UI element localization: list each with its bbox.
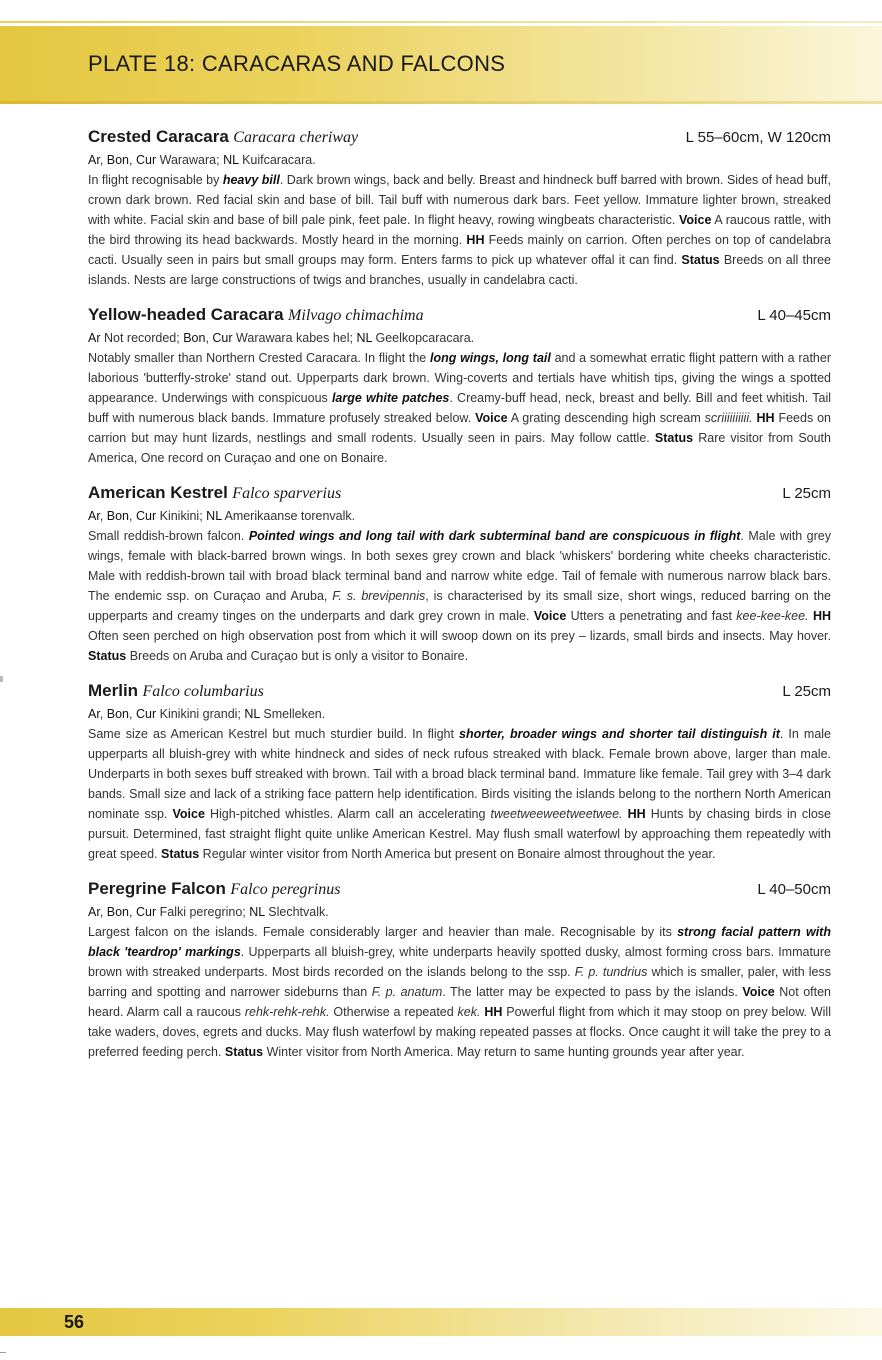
species-description: In flight recognisable by heavy bill. Dark brown wings, back and belly. Breast and hindneck buff barred with brown. Sides of head buff, crown dark brown. Red facial skin and base of bill. Tail buff with numerous dark bars. Feet yellow. Immature lighter brown, streaked with white. Facial skin and base of bill pale pink, feet pale. In flight heavy, rowing wingbeats characteristic. Voice A raucous rattle, with the bird throwing its head backwards. Mostly heard in the morning. HH Feeds mainly on carrion. Often perches on top of candelabra cacti. Usually seen in pairs but small groups may form. Enters farms to pick up whatever offal it can find. Status Breeds on all three islands. Nests are large constructions of twigs and branches, usually in candelabra cacti. bbox=[88, 173, 831, 287]
scientific-name: Falco peregrinus bbox=[230, 881, 341, 898]
species-heading bbox=[88, 876, 831, 902]
species-merlin bbox=[88, 678, 831, 864]
footer-band bbox=[0, 1308, 882, 1336]
header-top-rule bbox=[0, 21, 882, 23]
common-name: Peregrine Falcon bbox=[88, 879, 226, 898]
size-measurement: L 25cm bbox=[782, 683, 831, 700]
crop-mark bbox=[0, 1352, 6, 1353]
margin-mark bbox=[0, 676, 3, 682]
species-list bbox=[88, 124, 831, 1074]
local-names: Ar, Bon, Cur Kinikini grandi; NL Smelleken. bbox=[88, 707, 326, 721]
species-american-kestrel bbox=[88, 480, 831, 666]
page-number: 56 bbox=[64, 1312, 85, 1332]
header-band bbox=[0, 26, 882, 101]
scientific-name: Falco columbarius bbox=[142, 683, 264, 700]
header-bottom-rule bbox=[0, 101, 882, 104]
size-measurement: L 25cm bbox=[782, 485, 831, 502]
common-name: Yellow-headed Caracara bbox=[88, 305, 284, 324]
species-name bbox=[88, 480, 341, 507]
species-crested-caracara bbox=[88, 124, 831, 290]
local-names: Ar, Bon, Cur Falki peregrino; NL Slechtvalk. bbox=[88, 905, 329, 919]
plate-title: PLATE 18: CARACARAS AND FALCONS bbox=[88, 51, 506, 76]
species-description: Largest falcon on the islands. Female considerably larger and heavier than male. Recognisable by its strong facial pattern with black 'teardrop' markings. Upperparts all bluish-grey, white underparts heavily spotted dusky, almost forming cross bars. Immature brown with streaked underparts. Most birds recorded on the islands belong to the ssp. F. p. tundrius which is smaller, paler, with less barring and spotting and narrower sideburns than F. p. anatum. The latter may be expected to pass by the islands. Voice Not often heard. Alarm call a raucous rehk-rehk-rehk. Otherwise a repeated kek. HH Powerful flight from which it may stoop on prey below. Will take waders, doves, egrets and ducks. May flush waterfowl by making repeated passes at flocks. Once caught it will take the prey to a preferred feeding perch. Status Winter visitor from North America. May return to same hunting grounds year after year. bbox=[88, 925, 831, 1059]
species-name bbox=[88, 876, 340, 903]
species-heading bbox=[88, 124, 831, 150]
species-description: Small reddish-brown falcon. Pointed wings and long tail with dark subterminal band are conspicuous in flight. Male with grey wings, female with black-barred brown wings. In both sexes grey crown and black 'whiskers' bordering white cheeks characteristic. Male with reddish-brown tail with broad black terminal band and narrow white edge. Tail of female with numerous narrow black bars. The endemic ssp. on Curaçao and Aruba, F. s. brevipennis, is characterised by its small size, short wings, reduced barring on the upperparts and creamy tinges on the underparts and dark grey crown in male. Voice Utters a penetrating and fast kee-kee-kee. HH Often seen perched on high observation post from which it will swoop down on its prey – lizards, small birds and insects. May hover. Status Breeds on Aruba and Curaçao but is only a visitor to Bonaire. bbox=[88, 529, 831, 663]
scientific-name: Caracara cheriway bbox=[233, 129, 359, 146]
species-heading bbox=[88, 678, 831, 704]
species-heading bbox=[88, 480, 831, 506]
size-measurement: L 55–60cm, W 120cm bbox=[685, 129, 831, 146]
species-name bbox=[88, 124, 358, 151]
local-names: Ar, Bon, Cur Warawara; NL Kuifcaracara. bbox=[88, 153, 316, 167]
species-name bbox=[88, 678, 264, 705]
species-peregrine-falcon bbox=[88, 876, 831, 1062]
species-description: Same size as American Kestrel but much sturdier build. In flight shorter, broader wings and shorter tail distinguish it. In male upperparts all bluish-grey with white hindneck and sides of neck rufous streaked with black. Female brown above, larger than male. Underparts in both sexes buff streaked with brown. Tail with a broad black terminal band. Immature like female. Tail grey with 3–4 dark bands. Small size and lack of a striking face pattern help identification. Birds visiting the islands belong to the northern North American nominate ssp. Voice High-pitched whistles. Alarm call an accelerating tweetweeweetweetwee. HH Hunts by chasing birds in close pursuit. Determined, fast straight flight quite unlike American Kestrel. May flush small waterfowl by approaching them repeatedly with great speed. Status Regular winter visitor from North America but present on Bonaire almost throughout the year. bbox=[88, 727, 832, 861]
species-yellow-headed-caracara bbox=[88, 302, 831, 468]
size-measurement: L 40–45cm bbox=[757, 307, 831, 324]
species-heading bbox=[88, 302, 831, 328]
scientific-name: Milvago chimachima bbox=[288, 307, 424, 324]
common-name: American Kestrel bbox=[88, 483, 228, 502]
size-measurement: L 40–50cm bbox=[757, 881, 831, 898]
species-description: Notably smaller than Northern Crested Caracara. In flight the long wings, long tail and a somewhat erratic flight pattern with a rather laborious 'butterfly-stroke' stand out. Upperparts dark brown. Wing-coverts and tertials have whitish tips, giving the wings a spotted appearance. Underwings with conspicuous large white patches. Creamy-buff head, neck, breast and belly. Bill and feet whitish. Tail buff with numerous black bands. Immature profusely streaked below. Voice A grating descending high scream scriiiiiiiiii. HH Feeds on carrion but may hunt lizards, nestlings and small rodents. Usually seen in pairs. May follow cattle. Status Rare visitor from South America, One record on Curaçao and one on Bonaire. bbox=[88, 351, 831, 465]
common-name: Merlin bbox=[88, 681, 139, 700]
common-name: Crested Caracara bbox=[88, 127, 229, 146]
local-names: Ar, Bon, Cur Kinikini; NL Amerikaanse torenvalk. bbox=[88, 509, 356, 523]
local-names: Ar Not recorded; Bon, Cur Warawara kabes hel; NL Geelkopcaracara. bbox=[88, 331, 475, 345]
species-name bbox=[88, 302, 424, 329]
scientific-name: Falco sparverius bbox=[232, 485, 342, 502]
